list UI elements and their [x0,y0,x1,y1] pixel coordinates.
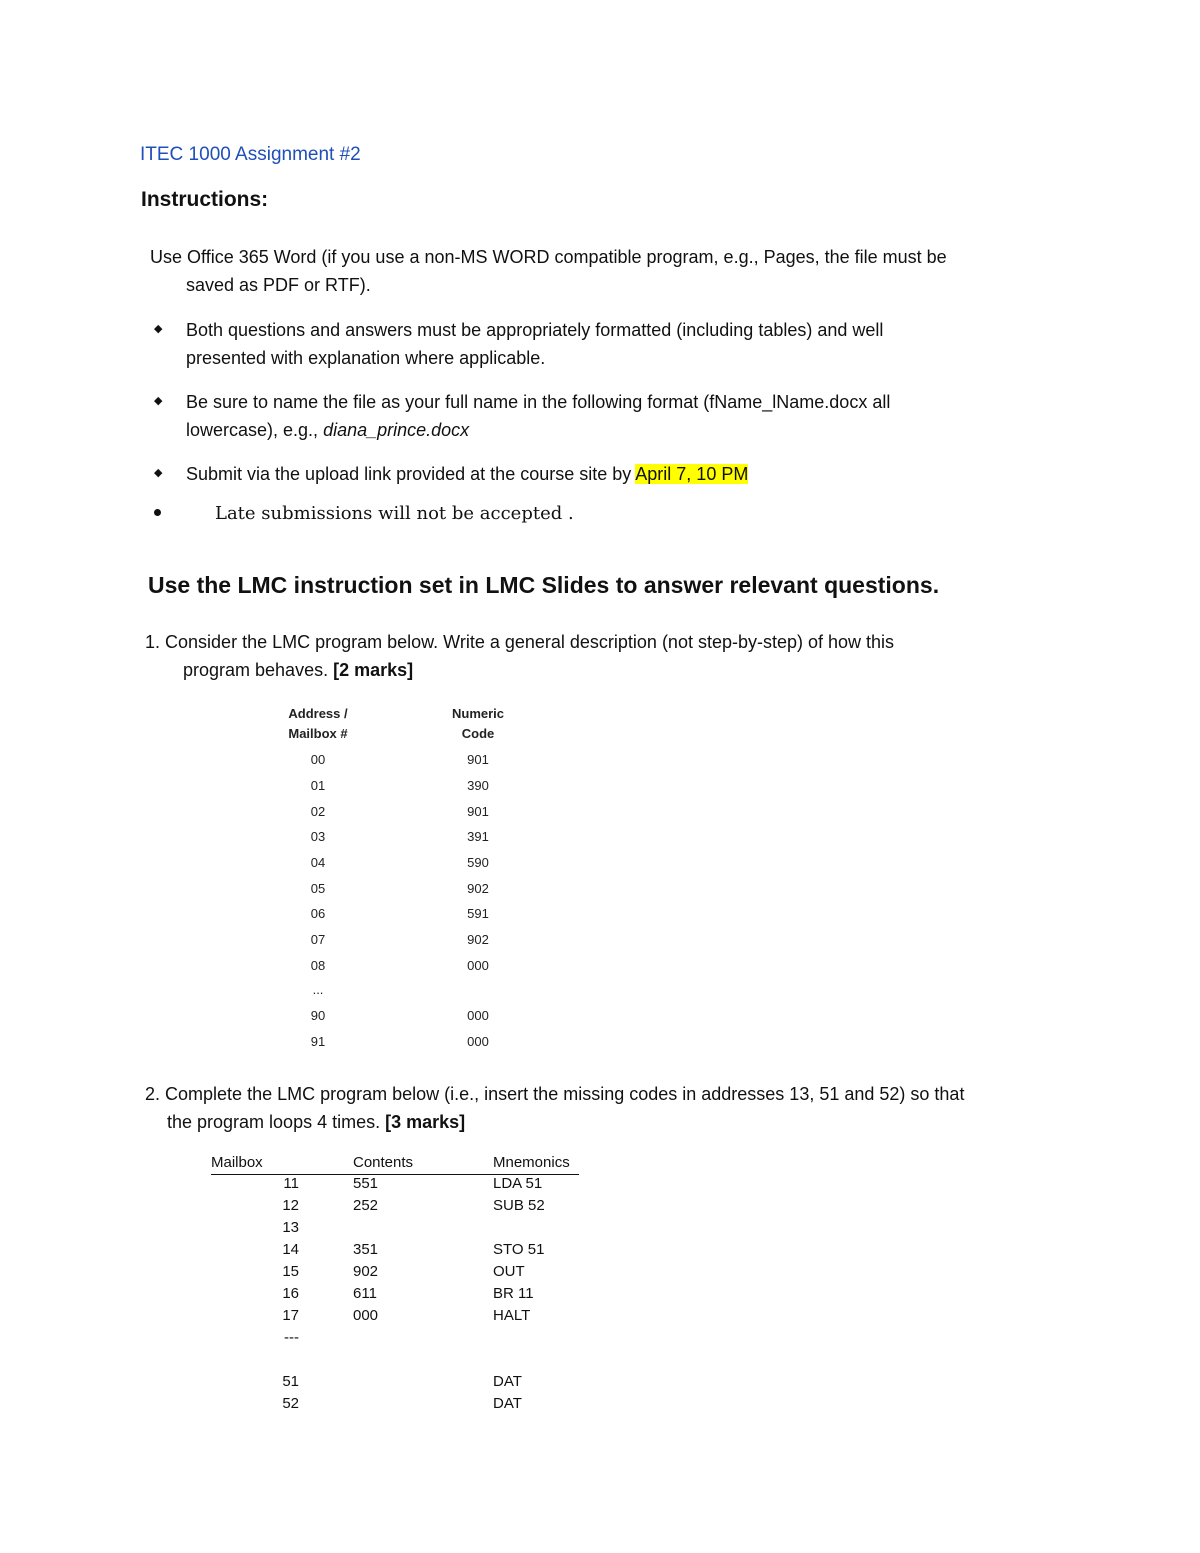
address-cell: 00 [310,752,326,767]
mnemonic-cell: BR 11 [493,1285,534,1302]
mnemonic-cell: DAT [493,1373,522,1390]
late-submission-note [154,503,574,524]
table-row [287,906,527,928]
code-cell: 390 [467,778,489,793]
mailbox-cell: 12 [282,1197,299,1214]
contents-cell: 611 [353,1285,377,1302]
intro-paragraph [150,243,1050,299]
contents-cell: 351 [353,1241,379,1258]
table-row [287,829,527,851]
mailbox-cell: 17 [282,1307,299,1324]
mnemonic-cell: HALT [493,1307,531,1324]
table-row [211,1175,579,1197]
mnemonic-cell: STO 51 [493,1241,545,1258]
code-cell: 901 [467,752,489,767]
header-code-line-1: Numeric [451,706,505,721]
deadline-highlight: April 7, 10 PM [635,464,749,484]
table-row [287,804,527,826]
table-row [211,1285,579,1307]
code-cell: 590 [467,855,489,870]
bullet-filename-line-2: lowercase), e.g., [186,420,319,440]
table-row [287,958,527,980]
question-1 [145,628,1045,684]
table-row [287,932,527,954]
table-row [287,1034,527,1056]
header-contents: Contents [353,1154,414,1171]
table-row [211,1241,579,1263]
section-heading: Use the LMC instruction set in LMC Slides to answer relevant questions. [148,572,940,598]
header-code-line-2: Code [461,726,495,741]
mnemonic-cell: DAT [493,1395,522,1412]
bullet-filename-line-1: Be sure to name the file as your full name in the following format (fName_lName.docx all [186,392,891,412]
question-2 [145,1080,1045,1136]
intro-line-1: Use Office 365 Word (if you use a non-MS WORD compatible program, e.g., Pages, the file must be [150,247,947,267]
table-row [287,1008,527,1030]
question-2-line-1: Complete the LMC program below (i.e., insert the missing codes in addresses 13, 51 and 52) so that [165,1084,965,1104]
code-cell: 391 [467,829,489,844]
code-cell: 902 [467,881,489,896]
code-cell: 902 [467,932,489,947]
document-title: ITEC 1000 Assignment #2 [140,144,361,165]
table-row [287,855,527,877]
contents-cell: 252 [353,1197,379,1214]
code-cell: 591 [467,906,489,921]
address-cell: ... [312,982,324,997]
table-row [287,778,527,800]
code-cell: 901 [467,804,489,819]
mnemonic-cell: LDA 51 [493,1175,543,1192]
table-row [211,1373,579,1395]
address-cell: 08 [310,958,326,973]
mailbox-cell: 11 [283,1175,299,1192]
contents-cell: 000 [353,1307,379,1324]
bullet-submit-text: Submit via the upload link provided at the course site by [186,464,632,484]
round-bullet-icon [154,509,161,516]
bullet-formatting-line-2: presented with explanation where applicable. [186,348,546,368]
address-cell: 90 [310,1008,326,1023]
mailbox-cell: --- [284,1329,299,1346]
table-row [287,881,527,903]
address-cell: 02 [310,804,326,819]
address-cell: 06 [310,906,326,921]
header-mailbox: Mailbox [211,1154,263,1171]
question-1-line-1: Consider the LMC program below. Write a general description (not step-by-step) of how this [165,632,895,652]
mailbox-cell: 51 [282,1373,299,1390]
question-2-marks: [3 marks] [385,1112,466,1132]
diamond-bullet-icon: ◆ [154,395,163,407]
diamond-bullet-icon: ◆ [154,323,163,335]
mailbox-cell: 13 [282,1219,299,1236]
address-cell: 01 [310,778,326,793]
code-cell: 000 [467,958,489,973]
table-header-row [211,1153,579,1175]
address-cell: 04 [310,855,326,870]
table-row [287,752,527,774]
question-2-number: 2. [145,1084,161,1104]
bullet-filename [150,388,1050,444]
table-row [211,1197,579,1219]
bullet-formatting [150,316,1050,372]
bullet-submit [150,460,1050,488]
intro-line-2: saved as PDF or RTF). [186,275,371,295]
table-header-address [288,704,347,744]
address-cell: 91 [310,1034,326,1049]
mailbox-cell: 15 [282,1263,299,1280]
bullet-formatting-line-1: Both questions and answers must be appropriately formatted (including tables) and well [186,320,884,340]
mnemonic-cell: OUT [493,1263,525,1280]
mailbox-cell: 16 [282,1285,299,1302]
table-row [287,982,527,1004]
mnemonic-cell: SUB 52 [493,1197,545,1214]
instruction-bullets [150,316,1050,504]
header-address-line-2: Mailbox # [288,726,348,741]
header-address-line-1: Address / [288,706,348,721]
mailbox-cell: 14 [282,1241,299,1258]
code-cell: 000 [467,1034,489,1049]
table-row [211,1263,579,1285]
address-cell: 07 [310,932,326,947]
contents-cell: 551 [353,1175,379,1192]
contents-cell: 902 [353,1263,379,1280]
mailbox-cell: 52 [282,1395,299,1412]
filename-example: diana_prince.docx [323,420,470,440]
question-1-number: 1. [145,632,161,652]
instructions-heading: Instructions: [141,188,269,211]
table-header-code [452,704,504,744]
header-mnemonics: Mnemonics [493,1154,570,1171]
late-submission-text: Late submissions will not be accepted . [215,503,574,524]
question-1-line-2: program behaves. [183,660,329,680]
table-row [211,1395,579,1417]
diamond-bullet-icon: ◆ [154,467,163,479]
address-cell: 03 [310,829,326,844]
table-row [211,1329,579,1351]
code-cell: 000 [467,1008,489,1023]
table-row [211,1351,579,1373]
question-1-marks: [2 marks] [333,660,414,680]
table-row [211,1219,579,1241]
question-2-line-2: the program loops 4 times. [167,1112,381,1132]
table-row [211,1307,579,1329]
address-cell: 05 [310,881,326,896]
